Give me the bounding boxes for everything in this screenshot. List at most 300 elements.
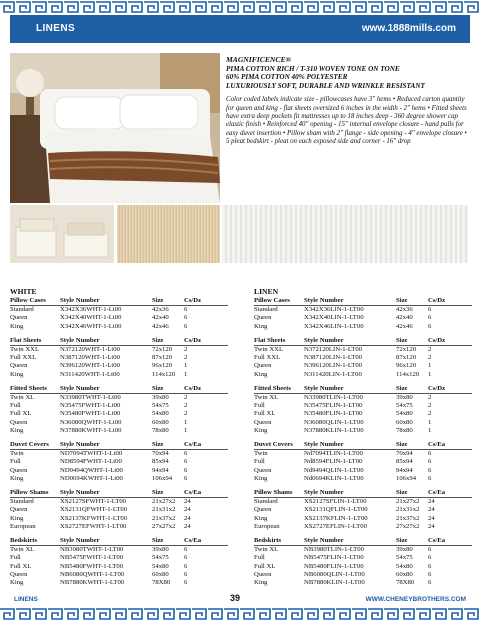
table-header-cell: Style Number xyxy=(60,537,100,545)
table-row xyxy=(10,323,228,331)
table-cell: King xyxy=(254,474,268,482)
table-cell: 6 xyxy=(428,306,432,314)
table-cell: 1 xyxy=(428,418,432,426)
table-cell: X342X40LIN-1-LT00 xyxy=(304,314,364,322)
table-cell: 27x27x2 xyxy=(152,522,176,530)
table-cell: 85x94 xyxy=(396,458,413,466)
table-cell: 70x94 xyxy=(396,450,413,458)
table-cell: Twin XL xyxy=(254,546,279,554)
table-row xyxy=(254,450,472,458)
table-cell: 6 xyxy=(428,450,432,458)
table-cell: King xyxy=(254,579,268,587)
table-cell: NB5480FWHT-1-LT00 xyxy=(60,562,124,570)
table-header-cell: Size xyxy=(396,336,408,344)
table-cell: N311420LIN-1-LT00 xyxy=(304,370,362,378)
table-row xyxy=(254,571,472,579)
table-cell: ND8594FWHT-1-Lt00 xyxy=(60,458,122,466)
bed-linens-photo xyxy=(10,53,220,203)
table-cell: N372120LIN-1-LT00 xyxy=(304,346,363,354)
table-header-cell: Style Number xyxy=(304,384,344,392)
table-header-cell: Size xyxy=(152,384,164,392)
table-row xyxy=(10,427,228,435)
table-cell: 106x94 xyxy=(152,474,173,482)
table-row xyxy=(10,306,228,314)
table-header-cell: Style Number xyxy=(304,537,344,545)
table-cell: 70x94 xyxy=(152,450,169,458)
table-cell: 60x80 xyxy=(152,418,169,426)
table-cell: Nd9494QLIN-1-LT00 xyxy=(304,466,364,474)
table-cell: 21x37x2 xyxy=(396,514,420,522)
spec-table xyxy=(10,489,228,531)
table-row xyxy=(10,314,228,322)
table-cell: 1 xyxy=(184,370,188,378)
table-cell: NB6080QWHT-1-LT00 xyxy=(60,570,125,578)
linen-title: LINEN xyxy=(254,287,279,296)
table-cell: 87x120 xyxy=(152,354,173,362)
table-header-cell: Size xyxy=(152,336,164,344)
section-header-bar xyxy=(10,15,470,43)
footer-section: LINENS xyxy=(14,596,38,603)
table-cell: 54x75 xyxy=(152,402,169,410)
table-cell: 6 xyxy=(428,314,432,322)
table-cell: Queen xyxy=(10,570,28,578)
table-cell: 6 xyxy=(428,458,432,466)
table-header-cell: Size xyxy=(152,489,164,497)
table-cell: XS2127SFLIN-1-LT00 xyxy=(304,498,367,506)
table-cell: 94x94 xyxy=(152,466,169,474)
table-cell: 21x31x2 xyxy=(152,506,176,514)
table-header-cell: Size xyxy=(152,537,164,545)
table-cell: 42x46 xyxy=(152,322,169,330)
table-cell: 2 xyxy=(184,394,188,402)
table-header xyxy=(10,385,228,394)
table-cell: 6 xyxy=(184,450,188,458)
table-cell: Full xyxy=(254,554,265,562)
table-header-cell: Size xyxy=(396,297,408,304)
table-cell: King xyxy=(10,322,24,330)
table-cell: 6 xyxy=(184,570,188,578)
table-row xyxy=(254,371,472,379)
table-header-cell: Style Number xyxy=(304,489,344,497)
table-cell: 6 xyxy=(428,322,432,330)
table-cell: King xyxy=(10,474,24,482)
table-cell: 6 xyxy=(184,466,188,474)
table-cell: Queen xyxy=(254,506,272,514)
table-cell: XS2727EFWHT-1-LT00 xyxy=(60,522,127,530)
table-header-cell: Duvet Covers xyxy=(254,441,293,449)
table-cell: Queen xyxy=(254,314,272,322)
table-header-cell: Cs/Ea xyxy=(428,537,446,545)
greek-key-border-bottom xyxy=(0,607,480,621)
table-header-cell: Bedskirts xyxy=(10,537,38,545)
table-cell: N35475FWHT-1-Lt00 xyxy=(60,402,121,410)
table-cell: King xyxy=(254,514,268,522)
table-cell: King xyxy=(254,322,268,330)
footer-website[interactable]: WWW.CHENEYBROTHERS.COM xyxy=(365,596,466,603)
table-cell: Twin XL xyxy=(10,546,35,554)
table-cell: Twin XXL xyxy=(10,346,40,354)
spec-table xyxy=(254,297,472,331)
table-row xyxy=(10,571,228,579)
table-row xyxy=(10,450,228,458)
table-header-cell: Style Number xyxy=(304,441,344,449)
website-link[interactable]: www.1888mills.com xyxy=(361,23,456,34)
table-cell: 24 xyxy=(428,514,435,522)
table-cell: 6 xyxy=(428,474,432,482)
table-cell: N396120LIN-1-LT00 xyxy=(304,362,363,370)
table-cell: 42x36 xyxy=(396,306,413,314)
table-cell: ND9494QWHT-1-Lt00 xyxy=(60,466,123,474)
table-cell: 85x94 xyxy=(152,458,169,466)
spec-table xyxy=(254,537,472,587)
table-cell: N387120LIN-1-LT00 xyxy=(304,354,363,362)
table-cell: NB7880KLIN-1-LT00 xyxy=(304,579,365,587)
table-row xyxy=(254,515,472,523)
table-row xyxy=(254,323,472,331)
spec-table xyxy=(10,337,228,379)
table-row xyxy=(254,579,472,587)
table-row xyxy=(254,402,472,410)
table-row xyxy=(10,362,228,370)
table-row xyxy=(10,354,228,362)
table-header xyxy=(10,337,228,346)
table-cell: N35480FWHT-1-Lt00 xyxy=(60,410,121,418)
table-header-cell: Cs/Dz xyxy=(184,384,202,392)
table-cell: 2 xyxy=(428,394,432,402)
linen-column xyxy=(254,287,472,593)
table-row xyxy=(254,458,472,466)
table-cell: XS2137KFWHT-1-LT00 xyxy=(60,514,128,522)
table-row xyxy=(254,506,472,514)
table-cell: 78x80 xyxy=(152,426,169,434)
table-cell: 1 xyxy=(428,370,432,378)
table-cell: 106x94 xyxy=(396,474,417,482)
table-row xyxy=(10,402,228,410)
table-header xyxy=(10,297,228,306)
table-cell: 42x40 xyxy=(396,314,413,322)
table-header xyxy=(254,385,472,394)
table-header xyxy=(254,537,472,546)
table-cell: 54x80 xyxy=(152,562,169,570)
table-row xyxy=(10,515,228,523)
table-row xyxy=(10,410,228,418)
table-cell: NB5475FWHT-1-LT00 xyxy=(60,554,124,562)
table-header-cell: Pillow Cases xyxy=(10,297,46,304)
table-cell: 1 xyxy=(184,426,188,434)
table-row xyxy=(10,458,228,466)
table-cell: 24 xyxy=(184,498,191,506)
table-header-cell: Cs/Dz xyxy=(184,336,202,344)
linen-fabric-swatch xyxy=(117,205,220,263)
table-row xyxy=(10,475,228,483)
table-cell: 54x80 xyxy=(396,562,413,570)
table-row xyxy=(254,419,472,427)
table-cell: N36080QWHT-1-Lt00 xyxy=(60,418,122,426)
table-header-cell: Cs/Ea xyxy=(184,489,202,497)
table-row xyxy=(254,467,472,475)
table-cell: 78x80 xyxy=(396,426,413,434)
table-cell: King xyxy=(10,370,24,378)
greek-key-border-top xyxy=(0,0,480,14)
table-cell: ND0694KWHT-1-Lt00 xyxy=(60,474,123,482)
table-cell: Full XXL xyxy=(254,354,281,362)
table-header-cell: Size xyxy=(396,537,408,545)
table-header-cell: Fitted Sheets xyxy=(10,384,47,392)
table-header-cell: Size xyxy=(152,297,164,304)
table-cell: Queen xyxy=(254,466,272,474)
white-title: WHITE xyxy=(10,287,37,296)
product-line-3: LUXURIOUSLY SOFT, DURABLE AND WRINKLE RESISTANT xyxy=(226,81,425,90)
table-cell: King xyxy=(10,579,24,587)
table-cell: 42x40 xyxy=(152,314,169,322)
table-cell: King xyxy=(10,426,24,434)
table-cell: 6 xyxy=(184,458,188,466)
table-cell: 6 xyxy=(184,306,188,314)
table-cell: 114x120 xyxy=(152,370,176,378)
page-number: 39 xyxy=(230,593,241,603)
table-header xyxy=(10,441,228,450)
table-cell: Queen xyxy=(10,506,28,514)
table-row xyxy=(10,419,228,427)
table-cell: X342X46LIN-1-LT00 xyxy=(304,322,364,330)
table-cell: 6 xyxy=(184,322,188,330)
table-cell: Full XL xyxy=(254,562,276,570)
table-cell: 6 xyxy=(428,546,432,554)
table-cell: 96x120 xyxy=(396,362,417,370)
table-cell: 27x27x2 xyxy=(396,522,420,530)
table-cell: 6 xyxy=(184,562,188,570)
table-cell: NB3980TWHT-1-LT00 xyxy=(60,546,124,554)
table-cell: NB7880KWHT-1-LT00 xyxy=(60,579,125,587)
table-cell: King xyxy=(10,514,24,522)
table-cell: 6 xyxy=(428,554,432,562)
table-header xyxy=(10,537,228,546)
table-cell: Twin XXL xyxy=(254,346,284,354)
table-cell: XS2131QFLIN-1-LT00 xyxy=(304,506,368,514)
product-description xyxy=(226,56,470,146)
table-cell: King xyxy=(254,370,268,378)
table-cell: 54x80 xyxy=(396,410,413,418)
table-cell: 54x80 xyxy=(152,410,169,418)
table-cell: XS2127SFWHT-1-LT00 xyxy=(60,498,127,506)
table-cell: Queen xyxy=(254,570,272,578)
table-cell: 114x120 xyxy=(396,370,420,378)
table-cell: N37880KLIN-1-LT00 xyxy=(304,426,364,434)
table-cell: 2 xyxy=(428,410,432,418)
table-cell: N372120WHT-1-Lt00 xyxy=(60,346,120,354)
table-cell: N36080QLIN-1-LT00 xyxy=(304,418,364,426)
table-cell: 6 xyxy=(184,474,188,482)
table-cell: Standard xyxy=(10,306,34,314)
table-header-cell: Cs/Dz xyxy=(428,336,446,344)
table-cell: N35480FLIN-1-LT00 xyxy=(304,410,363,418)
table-cell: 1 xyxy=(428,362,432,370)
table-cell: XS2727EFLIN-1-LT00 xyxy=(304,522,367,530)
table-cell: 21x27x2 xyxy=(152,498,176,506)
table-cell: 96x120 xyxy=(152,362,173,370)
table-cell: 6 xyxy=(428,466,432,474)
section-title: LINENS xyxy=(36,23,76,34)
table-cell: 39x80 xyxy=(396,546,413,554)
table-header-cell: Fitted Sheets xyxy=(254,384,291,392)
table-row xyxy=(254,394,472,402)
table-header-cell: Cs/Dz xyxy=(184,297,202,304)
table-cell: N37880KWHT-1-Lt00 xyxy=(60,426,122,434)
table-cell: ND7094TWHT-1-Lt00 xyxy=(60,450,123,458)
table-cell: 6 xyxy=(428,562,432,570)
table-cell: 54x75 xyxy=(396,402,413,410)
table-cell: 24 xyxy=(184,506,191,514)
table-cell: 21x37x2 xyxy=(152,514,176,522)
table-header-cell: Pillow Cases xyxy=(254,297,290,304)
table-cell: Queen xyxy=(10,362,28,370)
table-row xyxy=(10,346,228,354)
table-row xyxy=(254,362,472,370)
table-cell: Full xyxy=(10,458,21,466)
table-cell: 24 xyxy=(428,522,435,530)
table-row xyxy=(254,314,472,322)
table-cell: NB5475FLIN-1-LT00 xyxy=(304,554,364,562)
table-header-cell: Style Number xyxy=(60,336,100,344)
table-row xyxy=(10,579,228,587)
table-cell: 1 xyxy=(184,418,188,426)
table-cell: 24 xyxy=(428,498,435,506)
table-header-cell: Size xyxy=(396,384,408,392)
table-cell: XS2137KFLIN-1-LT00 xyxy=(304,514,368,522)
table-cell: Twin xyxy=(254,450,268,458)
table-row xyxy=(10,563,228,571)
table-row xyxy=(254,427,472,435)
table-cell: 6 xyxy=(184,314,188,322)
table-cell: Full XL xyxy=(10,562,32,570)
table-cell: Nd7094TLIN-1-LT00 xyxy=(304,450,363,458)
table-header-cell: Flat Sheets xyxy=(10,336,42,344)
table-cell: 54x75 xyxy=(396,554,413,562)
table-cell: Full xyxy=(254,402,265,410)
table-row xyxy=(254,563,472,571)
table-cell: Full XL xyxy=(10,410,32,418)
table-cell: X342X36WHT-1-Lt00 xyxy=(60,306,122,314)
table-cell: 78X80 xyxy=(152,579,171,587)
table-header-cell: Style Number xyxy=(60,441,100,449)
table-cell: 42x36 xyxy=(152,306,169,314)
table-cell: 6 xyxy=(184,546,188,554)
table-cell: N311420WHT-1-Lt00 xyxy=(60,370,120,378)
table-header-cell: Size xyxy=(396,441,408,449)
table-header xyxy=(254,489,472,498)
table-row xyxy=(254,523,472,531)
table-header-cell: Pillow Shams xyxy=(10,489,49,497)
table-cell: XS2131QFWHT-1-LT00 xyxy=(60,506,128,514)
table-cell: 39x80 xyxy=(396,394,413,402)
table-cell: 39x80 xyxy=(152,546,169,554)
table-header-cell: Cs/Dz xyxy=(428,384,446,392)
spec-table xyxy=(10,537,228,587)
table-cell: Twin XL xyxy=(10,394,35,402)
table-header-cell: Bedskirts xyxy=(254,537,282,545)
table-header-cell: Cs/Ea xyxy=(184,441,202,449)
spec-table xyxy=(10,385,228,435)
table-cell: 21x31x2 xyxy=(396,506,420,514)
table-cell: Queen xyxy=(254,362,272,370)
table-cell: N35475FLIN-1-LT00 xyxy=(304,402,363,410)
table-header-cell: Cs/Ea xyxy=(428,441,446,449)
table-cell: Twin XL xyxy=(254,394,279,402)
table-row xyxy=(10,394,228,402)
table-header-cell: Duvet Covers xyxy=(10,441,49,449)
table-cell: 2 xyxy=(428,402,432,410)
table-cell: 2 xyxy=(184,410,188,418)
table-cell: Full XL xyxy=(254,410,276,418)
table-cell: NB3980TLIN-1-LT00 xyxy=(304,546,364,554)
table-cell: N33980TWHT-1-Lt00 xyxy=(60,394,121,402)
white-fabric-swatch xyxy=(222,205,468,263)
table-row xyxy=(254,410,472,418)
table-cell: Full xyxy=(10,554,21,562)
spec-table xyxy=(254,337,472,379)
table-row xyxy=(254,554,472,562)
spec-table xyxy=(254,385,472,435)
table-cell: N33980TLIN-1-LT00 xyxy=(304,394,363,402)
table-cell: 2 xyxy=(428,354,432,362)
table-cell: 72x120 xyxy=(152,346,173,354)
table-cell: 6 xyxy=(184,579,188,587)
table-cell: 1 xyxy=(184,362,188,370)
table-header-cell: Cs/Ea xyxy=(184,537,202,545)
table-cell: 2 xyxy=(428,346,432,354)
table-cell: NB5480FLIN-1-LT00 xyxy=(304,562,364,570)
table-header-cell: Flat Sheets xyxy=(254,336,286,344)
table-header xyxy=(254,441,472,450)
table-cell: Full XXL xyxy=(10,354,37,362)
table-cell: 94x94 xyxy=(396,466,413,474)
table-header-cell: Size xyxy=(152,441,164,449)
table-cell: N387120WHT-1-Lt00 xyxy=(60,354,120,362)
table-cell: Queen xyxy=(10,466,28,474)
table-row xyxy=(10,506,228,514)
table-row xyxy=(10,523,228,531)
table-header-cell: Cs/Ea xyxy=(428,489,446,497)
table-cell: 1 xyxy=(428,426,432,434)
table-cell: Queen xyxy=(10,418,28,426)
table-cell: X342X36LIN-1-LT00 xyxy=(304,306,364,314)
table-cell: X342X40WHT-1-Lt00 xyxy=(60,314,122,322)
table-row xyxy=(254,498,472,506)
table-row xyxy=(254,475,472,483)
table-cell: Nd0694KLIN-1-LT00 xyxy=(304,474,364,482)
table-cell: 54x75 xyxy=(152,554,169,562)
spec-table xyxy=(254,441,472,483)
table-cell: 78X80 xyxy=(396,579,415,587)
table-header-cell: Cs/Dz xyxy=(428,297,446,304)
table-row xyxy=(254,346,472,354)
table-row xyxy=(10,498,228,506)
table-cell: King xyxy=(254,426,268,434)
product-details: Color coded labels indicate size - pillowcases have 3" hems • Reduced carton quantity for queen and king - flat sheets oversized 6 inches in the width - 2" hems • Fitted sheets have extra deep pockets fit mattresses up to 18 inches deep - 360 degree shower cap elastic finish • Reinforced 40" opening - 15" internal envelope closure - hand pulls for easy duvet insertion • Pillow sham with 2" flange - side opening - 4" envelope closure • 5 pleat bedskirt - pleat on each exposed side and corner - 16" drop xyxy=(226,96,467,145)
table-cell: 2 xyxy=(184,346,188,354)
table-cell: Standard xyxy=(254,498,278,506)
spec-table xyxy=(254,489,472,531)
table-cell: Queen xyxy=(10,314,28,322)
table-row xyxy=(10,554,228,562)
table-header-cell: Size xyxy=(396,489,408,497)
table-cell: 24 xyxy=(428,506,435,514)
table-cell: 39x80 xyxy=(152,394,169,402)
table-cell: 60x80 xyxy=(152,570,169,578)
table-cell: 6 xyxy=(428,570,432,578)
table-row xyxy=(254,306,472,314)
white-column xyxy=(10,287,228,593)
